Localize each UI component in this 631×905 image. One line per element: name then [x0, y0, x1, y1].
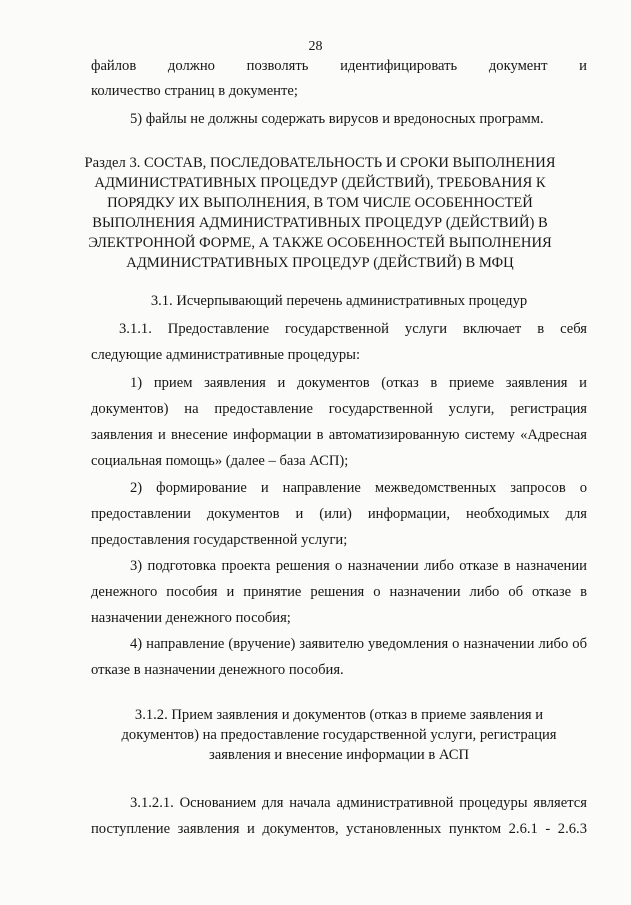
text-line: файлов должно позволять идентифицировать документ и	[91, 58, 587, 74]
text-line: 5) файлы не должны содержать вирусов и вредоносных программ.	[130, 111, 544, 127]
text-line: предоставлении документов и (или) информации, необходимых для	[91, 506, 587, 522]
text-line: количество страниц в документе;	[91, 83, 298, 99]
section-heading-line: АДМИНИСТРАТИВНЫХ ПРОЦЕДУР (ДЕЙСТВИЙ), ТРЕБОВАНИЯ К	[94, 175, 546, 191]
page-number: 28	[308, 39, 323, 54]
text-line: следующие административные процедуры:	[91, 347, 361, 363]
text-line: поступление заявления и документов, установленных пунктом 2.6.1 - 2.6.3	[91, 821, 587, 837]
text-line: социальная помощь» (далее – база АСП);	[91, 453, 349, 469]
subsection-title: документов) на предоставление государственной услуги, регистрация	[121, 727, 557, 743]
section-heading-line: ПОРЯДКУ ИХ ВЫПОЛНЕНИЯ, В ТОМ ЧИСЛЕ ОСОБЕННОСТЕЙ	[107, 195, 533, 211]
section-heading-line: ВЫПОЛНЕНИЯ АДМИНИСТРАТИВНЫХ ПРОЦЕДУР (ДЕЙСТВИЙ) В	[92, 215, 548, 231]
text-line: 3.1.1. Предоставление государственной услуги включает в себя	[119, 321, 587, 337]
section-heading-line: Раздел 3. СОСТАВ, ПОСЛЕДОВАТЕЛЬНОСТЬ И СРОКИ ВЫПОЛНЕНИЯ	[84, 155, 556, 171]
subsection-title: 3.1.2. Прием заявления и документов (отказ в приеме заявления и	[134, 707, 544, 723]
text-line: предоставления государственной услуги;	[91, 532, 348, 548]
text-line: документов) на предоставление государственной услуги, регистрация	[91, 401, 587, 417]
text-line: 3) подготовка проекта решения о назначении либо отказе в назначении	[130, 558, 587, 574]
subsection-title: 3.1. Исчерпывающий перечень административных процедур	[150, 293, 528, 309]
section-heading-line: АДМИНИСТРАТИВНЫХ ПРОЦЕДУР (ДЕЙСТВИЙ) В МФЦ	[126, 255, 514, 271]
text-line: отказе в назначении денежного пособия.	[91, 662, 344, 678]
text-line: 4) направление (вручение) заявителю уведомления о назначении либо об	[130, 636, 587, 652]
text-line: 3.1.2.1. Основанием для начала административной процедуры является	[130, 795, 587, 811]
text-line: 2) формирование и направление межведомственных запросов о	[130, 480, 587, 496]
text-line: заявления и внесение информации в автоматизированную систему «Адресная	[91, 427, 587, 443]
text-line: 1) прием заявления и документов (отказ в приеме заявления и	[130, 375, 587, 391]
section-heading-line: ЭЛЕКТРОННОЙ ФОРМЕ, А ТАКЖЕ ОСОБЕННОСТЕЙ ВЫПОЛНЕНИЯ	[88, 235, 552, 251]
text-line: назначении денежного пособия;	[91, 610, 291, 626]
subsection-title: заявления и внесение информации в АСП	[208, 747, 470, 763]
text-line: денежного пособия и принятие решения о назначении либо об отказе в	[91, 584, 587, 600]
